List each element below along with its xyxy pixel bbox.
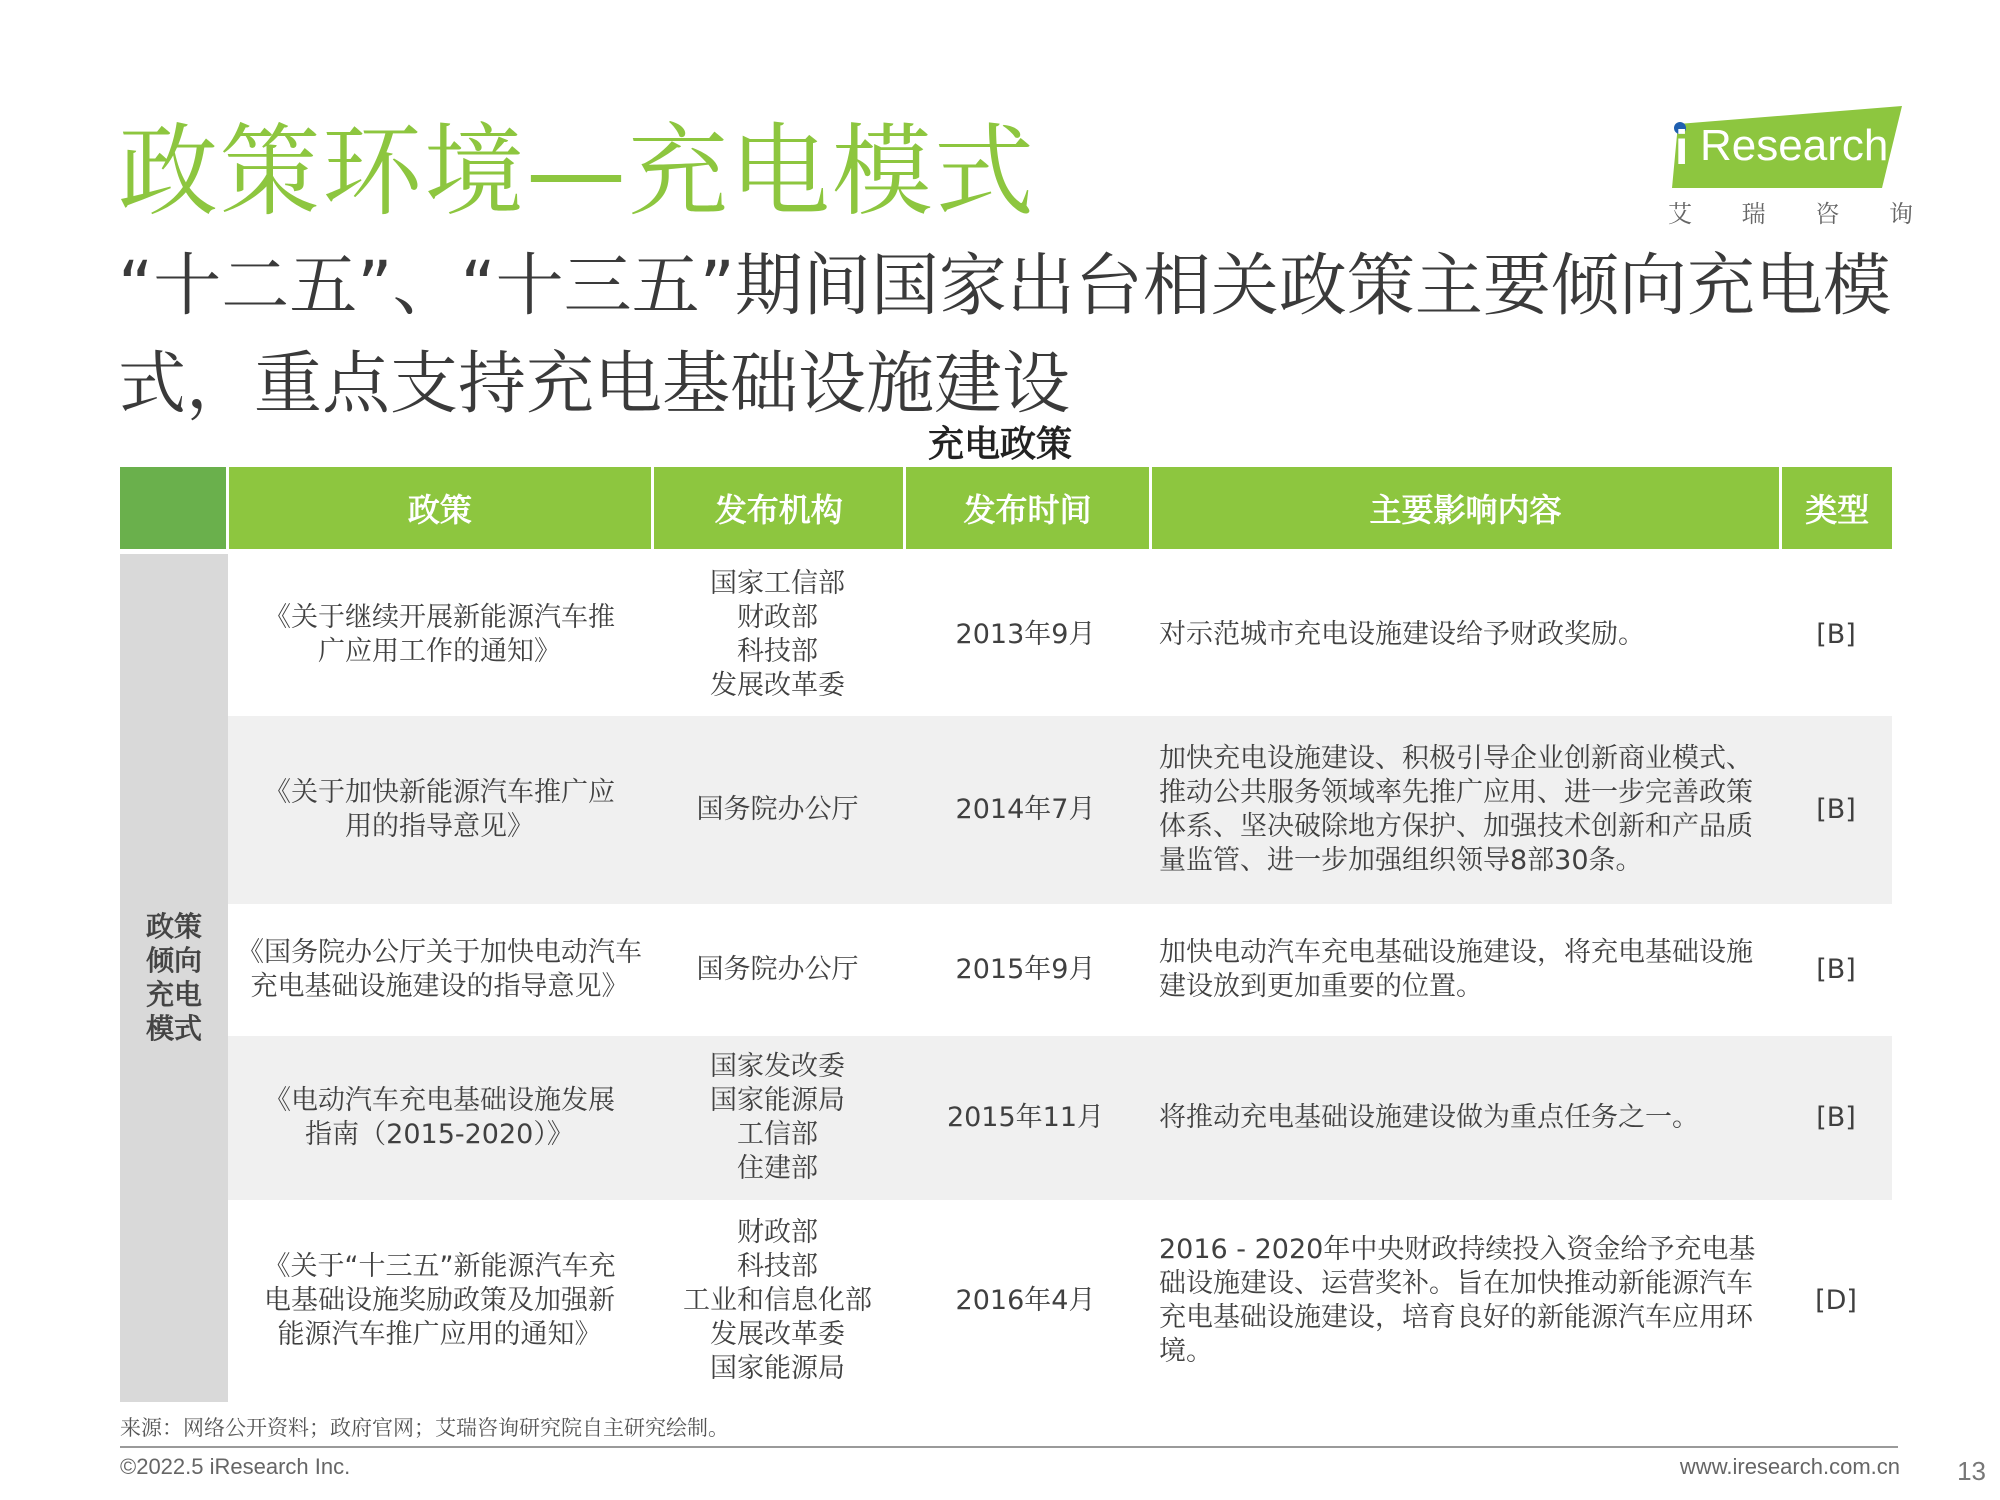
content-cell: 对示范城市充电设施建设给予财政奖励。: [1159, 619, 1645, 650]
policy-cell: 《国务院办公厅关于加快电动汽车充电基础设施建设的指导意见》: [237, 937, 642, 1002]
policy-cell: 《关于继续开展新能源汽车推广应用工作的通知》: [264, 602, 615, 667]
agency-line: 国家能源局: [710, 1353, 845, 1384]
header-policy: 政策: [229, 467, 652, 549]
agency-cell: [651, 1216, 904, 1386]
agency-line: 科技部: [737, 1251, 818, 1282]
iresearch-logo: [1660, 106, 1913, 228]
policy-cell: 《关于加快新能源汽车推广应用的指导意见》: [264, 777, 615, 842]
agency-line: 住建部: [737, 1153, 818, 1184]
agency-cell: [651, 953, 904, 987]
agency-line: 国家能源局: [710, 1085, 845, 1116]
agency-line: 财政部: [737, 602, 818, 633]
date-cell: 2015年9月: [955, 954, 1096, 985]
logo-cn-char: 瑞: [1741, 200, 1766, 228]
table-row: [228, 1036, 1892, 1200]
content-cell: 2016 - 2020年中央财政持续投入资金给予充电基础设施建设、运营奖补。旨在加快推动新能源汽车充电基础设施建设，培育良好的新能源汽车应用环境。: [1159, 1234, 1756, 1367]
agency-line: 国家发改委: [710, 1051, 845, 1082]
agency-line: 国家工信部: [710, 568, 845, 599]
table-row: [228, 554, 1892, 716]
agency-line: 工信部: [737, 1119, 818, 1150]
agency-cell: [651, 793, 904, 827]
header-agency: 发布机构: [654, 467, 903, 549]
page-title: 政策环境—充电模式: [118, 113, 1036, 230]
type-cell: [B]: [1816, 954, 1856, 985]
type-cell: [B]: [1816, 1102, 1856, 1133]
header-content: 主要影响内容: [1152, 467, 1780, 549]
copyright-text: ©2022.5 iResearch Inc.: [120, 1454, 351, 1479]
table-row: [228, 716, 1892, 904]
header-date: 发布时间: [906, 467, 1148, 549]
table-body: [120, 554, 1892, 1402]
agency-cell: [651, 1050, 904, 1186]
agency-line: 工业和信息化部: [683, 1285, 872, 1316]
logo-cn-char: 询: [1888, 200, 1913, 228]
logo-brand-i: i: [1675, 122, 1689, 175]
date-cell: 2016年4月: [955, 1285, 1096, 1316]
date-cell: 2015年11月: [946, 1102, 1105, 1133]
footer-divider: [120, 1446, 1898, 1448]
policy-cell: 《电动汽车充电基础设施发展指南（2015-2020）》: [264, 1085, 615, 1150]
agency-line: 科技部: [737, 636, 818, 667]
table-rows: [228, 554, 1892, 1402]
content-cell: 加快充电设施建设、积极引导企业创新商业模式、推动公共服务领域率先推广应用、进一步完善政策体系、坚决破除地方保护、加强技术创新和产品质量监管、进一步加强组织领导8部30条。: [1159, 743, 1753, 876]
agency-line: 国务院办公厅: [696, 954, 859, 985]
date-cell: 2013年9月: [955, 619, 1096, 650]
table-header-corner: [120, 467, 226, 549]
website-url[interactable]: www.iresearch.com.cn: [1679, 1454, 1900, 1479]
source-note: 来源：网络公开资料；政府官网；艾瑞咨询研究院自主研究绘制。: [120, 1416, 729, 1440]
side-category-label: 政策倾向充电模式: [145, 910, 202, 1045]
table-row: [228, 1200, 1892, 1402]
logo-brand-text: Research: [1700, 121, 1889, 170]
logo-cn-char: 咨: [1815, 200, 1840, 228]
policy-table: [120, 467, 1892, 1402]
page-subtitle: “十二五”、“十三五”期间国家出台相关政策主要倾向充电模式，重点支持充电基础设施建设: [118, 247, 1891, 424]
side-category-cell: [120, 554, 228, 1402]
date-cell: 2014年7月: [955, 794, 1096, 825]
table-row: [228, 904, 1892, 1036]
agency-line: 财政部: [737, 1217, 818, 1248]
agency-line: 国务院办公厅: [696, 794, 859, 825]
type-cell: [D]: [1815, 1285, 1857, 1316]
agency-line: 发展改革委: [710, 1319, 845, 1350]
page-number: 13: [1957, 1456, 1986, 1486]
agency-line: 发展改革委: [710, 670, 845, 701]
agency-cell: [651, 567, 904, 703]
table-header-row: [120, 467, 1892, 549]
type-cell: [B]: [1816, 619, 1856, 650]
type-cell: [B]: [1816, 794, 1856, 825]
header-type: 类型: [1782, 467, 1892, 549]
table-title: 充电政策: [927, 424, 1072, 465]
logo-cn-char: 艾: [1668, 200, 1692, 228]
content-cell: 加快电动汽车充电基础设施建设，将充电基础设施建设放到更加重要的位置。: [1159, 937, 1753, 1002]
policy-cell: 《关于“十三五”新能源汽车充电基础设施奖励政策及加强新能源汽车推广应用的通知》: [263, 1251, 616, 1350]
content-cell: 将推动充电基础设施建设做为重点任务之一。: [1159, 1102, 1699, 1133]
logo-chinese-name: [1668, 194, 1913, 229]
